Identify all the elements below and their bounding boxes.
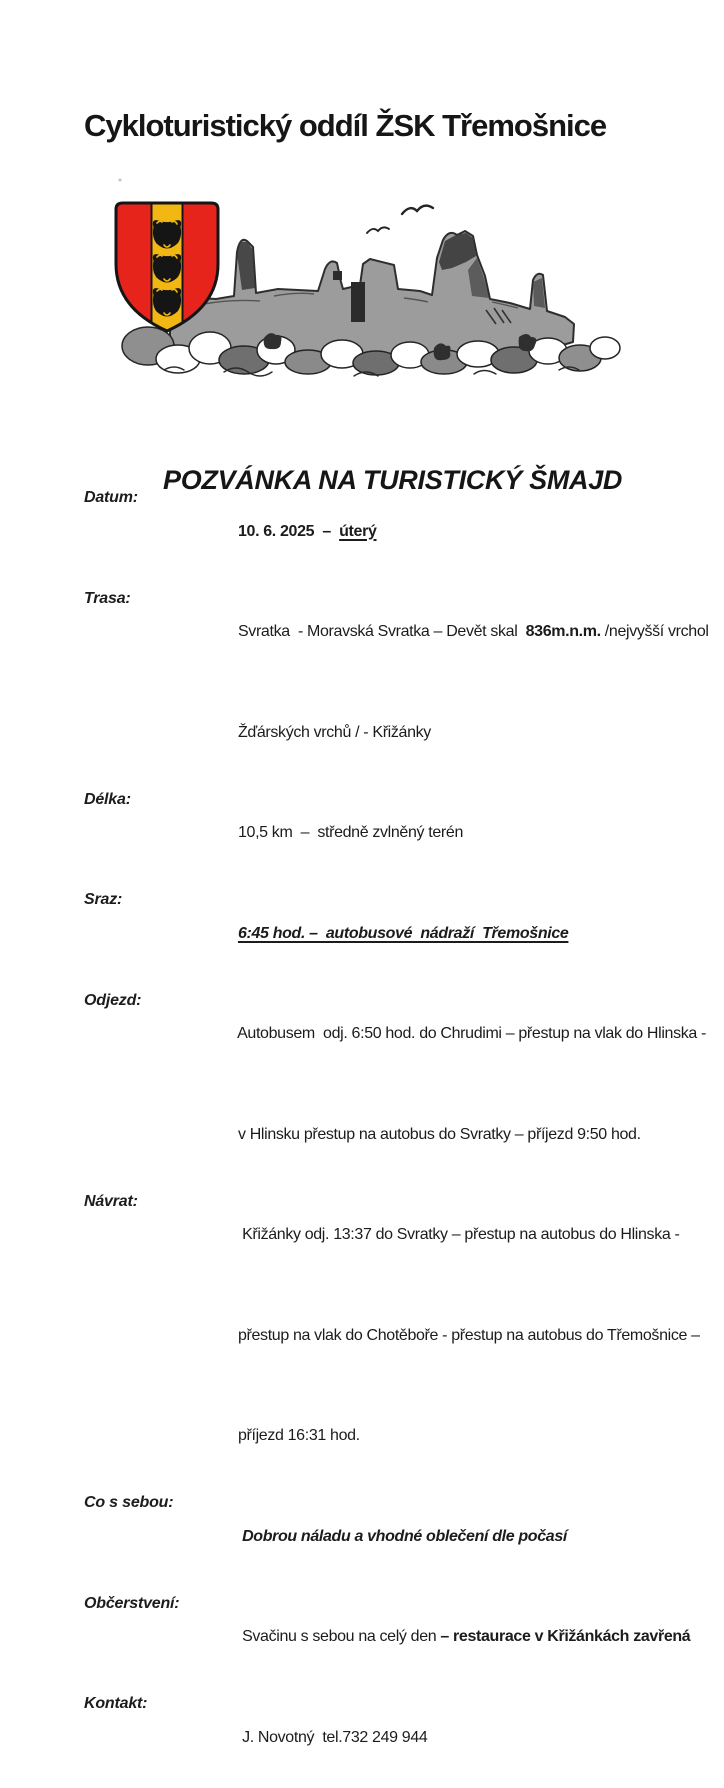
detail-label: Trasa: (84, 589, 131, 607)
detail-row-sraz (84, 883, 714, 984)
detail-label: Co s sebou: (84, 1494, 174, 1511)
details-list (84, 481, 714, 1788)
detail-row-kontakt (84, 1687, 714, 1788)
detail-value-segment: /nejvyšší vrchol (600, 623, 709, 640)
detail-row-trasa (84, 582, 714, 783)
detail-value-segment: příjezd 16:31 hod. (237, 1427, 360, 1444)
scan-speck (119, 179, 122, 182)
detail-row-odjezd (84, 984, 714, 1185)
detail-value-segment: J. Novotný tel.732 249 944 (237, 1728, 428, 1746)
detail-row-obcerstveni (84, 1587, 714, 1688)
detail-value-segment: Svačinu s sebou na celý den (237, 1628, 441, 1645)
shield-charges (153, 220, 181, 316)
birds-icon (367, 206, 433, 233)
detail-value-segment: 836m.n.m. (525, 623, 601, 640)
detail-value-segment: 10,5 km – středně zvlněný terén (237, 824, 463, 841)
detail-value-segment: Žďárských vrchů / - Křižánky (237, 723, 431, 741)
detail-label: Datum: (84, 489, 138, 506)
detail-value-segment: Svratka - Moravská Svratka – Devět skal (237, 623, 526, 640)
page-title: Cykloturistický oddíl ŽSK Třemošnice (84, 107, 607, 143)
detail-value-segment: v Hlinsku přestup na autobus do Svratky – příjezd 9:50 hod. (237, 1125, 641, 1143)
castle-ruin-sketch (104, 170, 624, 382)
detail-value-segment: Křižánky odj. 13:37 do Svratky – přestup na autobus do Hlinska - (237, 1226, 680, 1243)
detail-row-delka (84, 783, 714, 884)
header-illustration (104, 170, 624, 382)
detail-label: Kontakt: (84, 1695, 148, 1712)
detail-value-segment: Autobusem odj. 6:50 hod. do Chrudimi – přestup na vlak do Hlinska - (237, 1025, 706, 1042)
detail-label: Návrat: (84, 1192, 138, 1210)
detail-label: Sraz: (84, 891, 123, 908)
detail-row-datum (84, 481, 714, 582)
detail-label: Občerstvení: (84, 1594, 180, 1612)
detail-label: Délka: (84, 790, 131, 808)
detail-value-segment: – restaurace v Křižánkách zavřená (440, 1628, 691, 1645)
invitation-heading: POZVÁNKA NA TURISTICKÝ ŠMAJD (163, 465, 623, 496)
detail-row-co-s-sebou (84, 1486, 714, 1587)
detail-value-segment: 10. 6. 2025 – (237, 522, 340, 540)
detail-value-segment: 6:45 hod. – autobusové nádraží Třemošnice (237, 924, 569, 942)
detail-value-segment: úterý (339, 522, 377, 540)
detail-value-segment: přestup na vlak do Chotěboře - přestup na autobus do Třemošnice – (237, 1326, 700, 1344)
detail-value-segment: Dobrou náladu a vhodné oblečení dle počasí (237, 1527, 567, 1545)
detail-row-navrat (84, 1185, 714, 1487)
castle-wall (170, 231, 574, 362)
detail-label: Odjezd: (84, 991, 142, 1009)
